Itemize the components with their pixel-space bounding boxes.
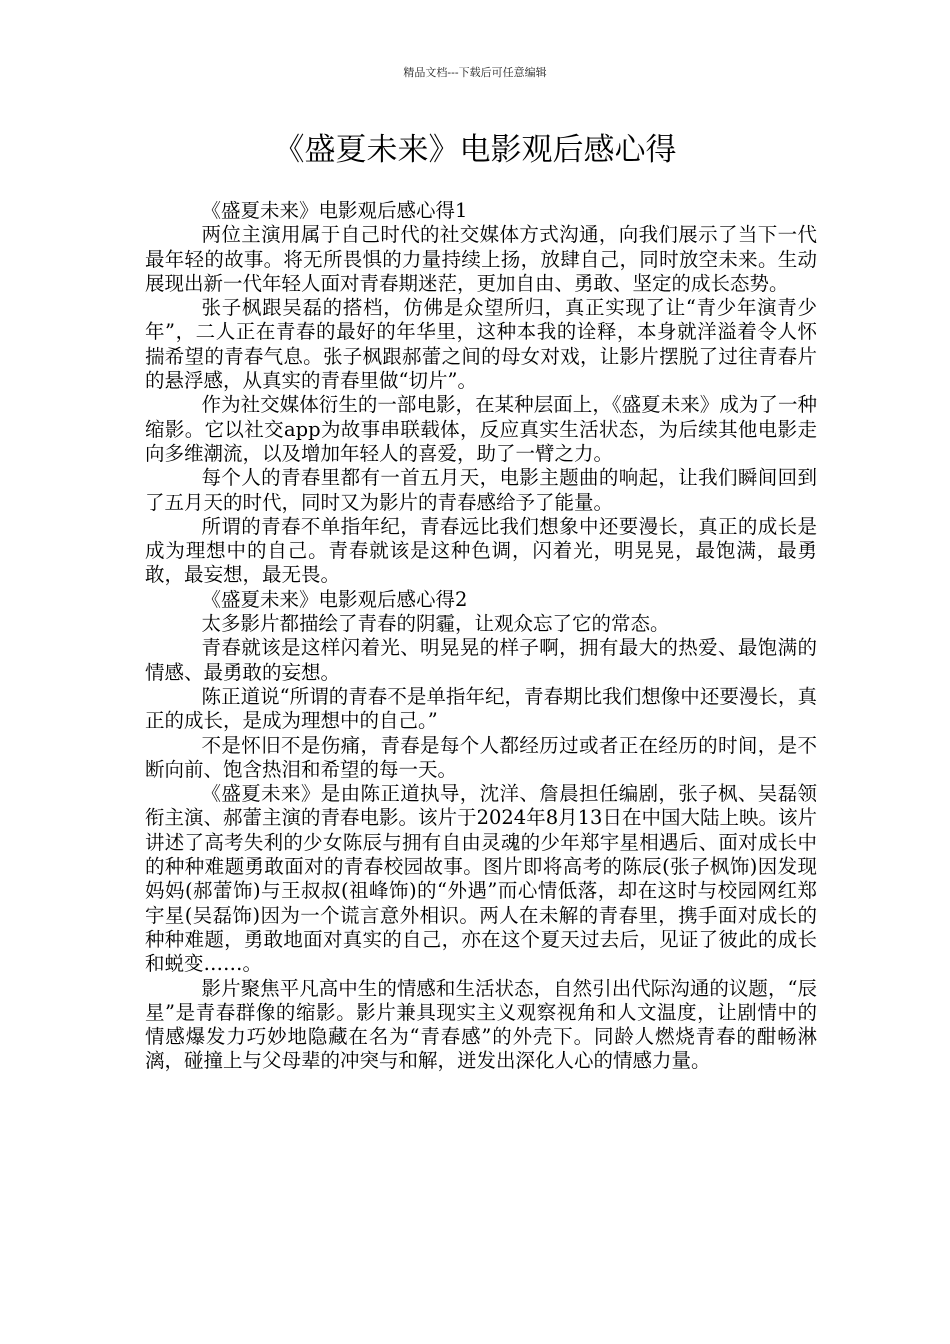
paragraph: 作为社交媒体衍生的一部电影，在某种层面上，《盛夏未来》成为了一种缩影。它以社交app为故事串联载体，反应真实生活状态，为后续其他电影走向多维潮流，以及增加年轻人的喜爱，助了一臂之力。 bbox=[145, 393, 817, 465]
paragraph: 陈正道说“所谓的青春不是单指年纪，青春期比我们想像中还要漫长，真正的成长，是成为理想中的自己。” bbox=[145, 684, 817, 733]
paragraph: 太多影片都描绘了青春的阴霾，让观众忘了它的常态。 bbox=[201, 612, 670, 636]
paragraph: 所谓的青春不单指年纪，青春远比我们想象中还要漫长，真正的成长是成为理想中的自己。青春就该是这种色调，闪着光，明晃晃，最饱满，最勇敢，最妄想，最无畏。 bbox=[145, 514, 817, 587]
document-body bbox=[145, 199, 817, 1074]
section-heading-1: 《盛夏未来》电影观后感心得1 bbox=[201, 199, 468, 222]
paragraph: 张子枫跟吴磊的搭档，仿佛是众望所归，真正实现了让“青少年演青少年”，二人正在青春的最好的年华里，这种本我的诠释，本身就洋溢着令人怀揣希望的青春气息。张子枫跟郝蕾之间的母女对戏，让影片摆脱了过往青春片的悬浮感，从真实的青春里做“切片”。 bbox=[145, 296, 817, 393]
section-heading-2: 《盛夏未来》电影观后感心得2 bbox=[201, 587, 468, 611]
paragraph: 每个人的青春里都有一首五月天，电影主题曲的响起，让我们瞬间回到了五月天的时代，同时又为影片的青春感给予了能量。 bbox=[145, 466, 817, 514]
header-note: 精品文档---下载后可任意编辑 bbox=[403, 66, 547, 79]
paragraph: 青春就该是这样闪着光、明晃晃的样子啊，拥有最大的热爱、最饱满的情感、最勇敢的妄想。 bbox=[145, 636, 817, 684]
paragraph: 两位主演用属于自己时代的社交媒体方式沟通，向我们展示了当下一代最年轻的故事。将无所畏惧的力量持续上扬，放肆自己，同时放空未来。生动展现出新一代年轻人面对青春期迷茫，更加自由、勇敢、坚定的成长态势。 bbox=[145, 223, 817, 295]
paragraph: 影片聚焦平凡高中生的情感和生活状态，自然引出代际沟通的议题，“辰星”是青春群像的缩影。影片兼具现实主义观察视角和人文温度，让剧情中的情感爆发力巧妙地隐藏在名为“青春感”的外壳下。同龄人燃烧青春的酣畅淋漓，碰撞上与父母辈的冲突与和解，迸发出深化人心的情感力量。 bbox=[145, 976, 817, 1073]
paragraph: 《盛夏未来》是由陈正道执导，沈洋、詹晨担任编剧，张子枫、吴磊领衔主演、郝蕾主演的青春电影。该片于2024年8月13日在中国大陆上映。该片讲述了高考失利的少女陈辰与拥有自由灵魂的少年郑宇星相遇后、面对成长中的种种难题勇敢面对的青春校园故事。图片即将高考的陈辰(张子枫饰)因发现妈妈(郝蕾饰)与王叔叔(祖峰饰)的“外遇”而心情低落，却在这时与校园网红郑宇星(吴磊饰)因为一个谎言意外相识。两人在未解的青春里，携手面对成长的种种难题，勇敢地面对真实的自己，亦在这个夏天过去后，见证了彼此的成长和蜕变……。 bbox=[145, 782, 817, 976]
document-title: 《盛夏未来》电影观后感心得 bbox=[273, 132, 677, 168]
paragraph: 不是怀旧不是伤痛，青春是每个人都经历过或者正在经历的时间，是不断向前、饱含热泪和希望的每一天。 bbox=[145, 733, 817, 781]
